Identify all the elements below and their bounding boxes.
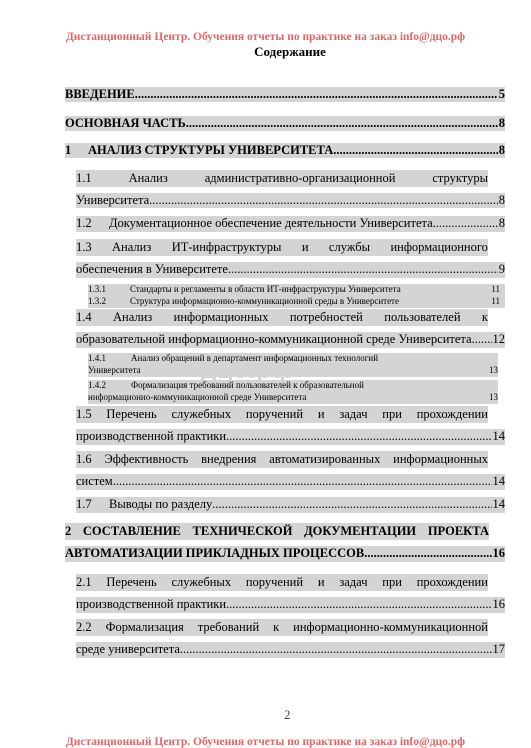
section-title: АНАЛИЗ СТРУКТУРЫ УНИВЕРСИТЕТА: [88, 143, 334, 157]
toc-page-number: 16: [492, 546, 505, 560]
section-number: 2: [65, 524, 72, 538]
toc-page-number: 9: [498, 262, 505, 276]
toc-word: СОСТАВЛЕНИЕ: [82, 524, 181, 538]
toc-entry-section-1[interactable]: [65, 143, 505, 158]
toc-entry-1-7[interactable]: [76, 497, 505, 513]
toc-entry-text: [88, 353, 378, 363]
section-number: 1.3: [76, 240, 92, 254]
toc-entry-1-6-continuation[interactable]: [76, 474, 505, 490]
toc-entry-introduction[interactable]: [65, 87, 505, 102]
toc-entry-text: [88, 284, 401, 294]
toc-page-number: 17: [492, 642, 505, 656]
section-number: 1: [65, 143, 72, 157]
toc-entry-2-2-continuation[interactable]: [76, 642, 505, 658]
toc-entry-text: информационно-коммуникационной среде Университета: [88, 392, 307, 402]
toc-word: информационных: [393, 452, 488, 466]
section-number: 1.2: [76, 216, 92, 230]
toc-entry-1-5[interactable]: [76, 406, 488, 423]
section-number: 1.5: [76, 407, 92, 421]
toc-entry-text: производственной практики.: [76, 429, 230, 443]
toc-word: Перечень: [106, 407, 157, 421]
toc-page-number: 11: [491, 284, 500, 294]
toc-word: и: [317, 407, 325, 421]
section-title: Структура информационно-коммуникационной среды в Университете: [130, 296, 399, 306]
toc-word: прохождении: [416, 575, 488, 589]
toc-entry-2-1[interactable]: [76, 574, 488, 591]
toc-entry-1-6[interactable]: [76, 451, 488, 468]
toc-entry-text: [88, 380, 364, 390]
section-number: 1.7: [76, 497, 92, 511]
toc-entry-text: систем: [76, 474, 113, 488]
toc-word: Эффективность: [104, 452, 189, 466]
section-title: Анализ обращений в департамент информационных технологий: [131, 353, 379, 363]
section-title: Стандарты и регламенты в области ИТ-инфраструктуры Университета: [130, 284, 401, 294]
toc-entry-1-3-2[interactable]: [88, 296, 505, 308]
toc-page-number: 13: [489, 392, 498, 402]
toc-word: к: [273, 620, 280, 634]
toc-leader-dots: [180, 642, 492, 657]
toc-page-number: 8: [498, 143, 505, 157]
toc-word: потребностей: [289, 310, 363, 324]
section-number: 2.1: [76, 575, 92, 589]
toc-word: ПРОЕКТА: [427, 524, 489, 538]
toc-entry-1-4[interactable]: [76, 309, 488, 326]
toc-leader-dots: [113, 474, 492, 489]
toc-word: Анализ: [112, 240, 152, 254]
toc-leader-dots: [186, 116, 498, 131]
toc-entry-text: среде университета: [76, 642, 180, 656]
section-number: 1.1: [76, 171, 92, 185]
toc-entry-2-1-continuation[interactable]: [76, 597, 505, 613]
toc-word: ИТ-инфраструктуры: [171, 240, 282, 254]
watermark-top: Дистанционный Центр. Обучения отчеты по практике на заказ info@дцо.рф: [65, 31, 466, 43]
toc-entry-text: [76, 216, 433, 231]
toc-entry-1-1-continuation[interactable]: [76, 193, 505, 208]
toc-word: Формализация: [105, 620, 184, 634]
toc-leader-dots: [433, 216, 498, 231]
section-title: Формализация требований пользователей к образовательной: [131, 380, 364, 390]
toc-page-number: 8: [498, 193, 505, 207]
toc-entry-main-part[interactable]: [65, 116, 505, 131]
toc-entry-1-5-continuation[interactable]: [76, 429, 505, 445]
toc-leader-dots: [228, 262, 498, 277]
toc-word: поручений: [245, 407, 304, 421]
toc-word: службы: [328, 240, 371, 254]
toc-word: служебных: [171, 407, 232, 421]
watermark-bottom: Дистанционный Центр. Обучения отчеты по практике на заказ info@дцо.рф: [65, 736, 466, 748]
toc-entry-1-4-2[interactable]: [88, 380, 498, 404]
section-number: 1.4: [76, 310, 92, 324]
toc-entry-1-1[interactable]: [76, 170, 488, 187]
toc-word: к: [481, 310, 488, 324]
toc-word: задач: [339, 407, 368, 421]
toc-word: информационного: [390, 240, 488, 254]
toc-entry-section-2[interactable]: [65, 523, 489, 540]
toc-entry-1-4-1[interactable]: [88, 353, 498, 377]
toc-word: и: [317, 575, 325, 589]
toc-word: Анализ: [128, 171, 168, 185]
page-number: 2: [284, 707, 291, 722]
toc-word: ТЕХНИЧЕСКОЙ: [192, 524, 293, 538]
toc-entry-1-2[interactable]: [76, 216, 505, 232]
toc-entry-text: [65, 143, 333, 158]
toc-leader-dots: [149, 193, 498, 208]
toc-entry-text: [88, 296, 399, 306]
toc-entry-1-3[interactable]: [76, 239, 488, 256]
toc-word: прохождении: [416, 407, 488, 421]
toc-word: пользователей: [384, 310, 461, 324]
toc-word: информационно-коммуникационной: [293, 620, 488, 634]
toc-entry-text: [76, 497, 212, 512]
toc-word: задач: [339, 575, 368, 589]
toc-leader-dots: [212, 497, 491, 512]
toc-entry-section-2-continuation[interactable]: [65, 546, 505, 562]
toc-word: при: [382, 575, 402, 589]
toc-page-number: 14: [492, 429, 505, 443]
toc-entry-1-3-1[interactable]: [88, 284, 505, 296]
toc-page-number: 16: [492, 597, 505, 611]
toc-heading: Содержание: [254, 44, 326, 59]
toc-page-number: 8: [498, 216, 505, 230]
toc-entry-text: ВВЕДЕНИЕ: [65, 87, 135, 101]
toc-entry-2-2[interactable]: [76, 619, 488, 636]
toc-entry-1-3-continuation[interactable]: [76, 262, 505, 278]
section-title: Выводы по разделу: [109, 497, 213, 511]
toc-entry-text: образовательной информационно-коммуникационной среде Университета: [76, 332, 472, 346]
toc-page-number: 14: [492, 474, 505, 488]
section-number: 1.3.1: [88, 284, 106, 294]
toc-word: автоматизированных: [269, 452, 381, 466]
toc-word: при: [382, 407, 402, 421]
toc-leader-dots: [472, 332, 492, 347]
section-number: 1.4.2: [88, 380, 106, 390]
toc-entry-1-4-continuation[interactable]: [76, 332, 505, 348]
section-number: 1.6: [76, 452, 92, 466]
toc-page-number: 13: [489, 365, 498, 375]
toc-leader-dots: [364, 546, 491, 561]
toc-page-number: 11: [491, 296, 500, 306]
toc-word: структуры: [432, 171, 488, 185]
toc-word: Анализ: [113, 310, 153, 324]
section-number: 1.3.2: [88, 296, 106, 306]
toc-word: Перечень: [106, 575, 157, 589]
toc-entry-text: Университета: [76, 193, 150, 207]
toc-word: ДОКУМЕНТАЦИИ: [304, 524, 417, 538]
toc-page-number: 8: [498, 116, 505, 130]
toc-leader-dots: [135, 87, 498, 102]
toc-word: и: [301, 240, 309, 254]
section-number: 2.2: [76, 620, 92, 634]
toc-leader-dots: [333, 143, 497, 158]
toc-entry-text: ОСНОВНАЯ ЧАСТЬ: [65, 116, 186, 130]
toc-leader-dots: [229, 429, 491, 444]
toc-entry-text: обеспечения в Университете: [76, 262, 228, 276]
toc-word: служебных: [171, 575, 232, 589]
toc-word: внедрения: [201, 452, 257, 466]
toc-page-number: 12: [492, 332, 505, 346]
toc-entry-text: Университета: [88, 365, 141, 375]
toc-leader-dots: [229, 597, 491, 612]
toc-word: административно-организационной: [204, 171, 396, 185]
toc-page-number: 5: [498, 87, 505, 101]
toc-word: поручений: [245, 575, 304, 589]
toc-entry-text: производственной практики.: [76, 597, 230, 611]
section-number: 1.4.1: [88, 353, 106, 363]
toc-word: информационных: [173, 310, 269, 324]
toc-word: требований: [197, 620, 260, 634]
section-title: Документационное обеспечение деятельности Университета: [109, 216, 433, 230]
toc-entry-text: АВТОМАТИЗАЦИИ ПРИКЛАДНЫХ ПРОЦЕССОВ: [65, 546, 365, 560]
toc-page-number: 14: [492, 497, 505, 511]
